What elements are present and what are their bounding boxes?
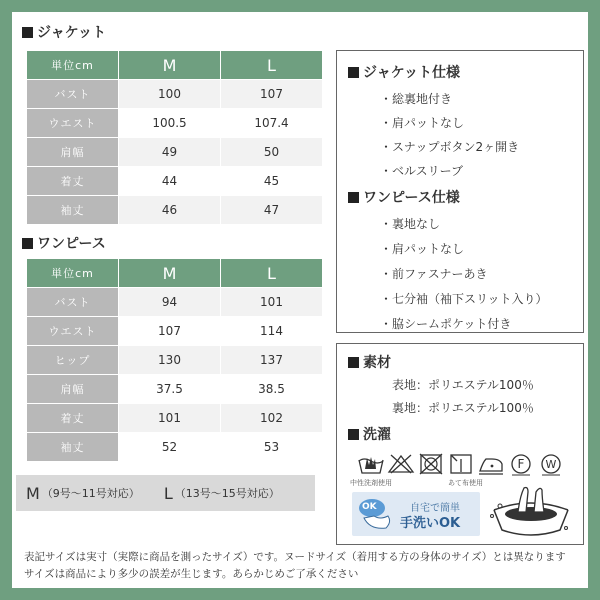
l-value: 114 [221,317,323,346]
wet-clean-w-icon [536,452,566,476]
handwash-badge-line1: 自宅で簡単 [410,503,460,514]
dress-spec-title: ワンピース仕様 [348,187,460,207]
table-row [27,433,323,462]
square-bullet-icon [348,357,359,368]
table-row [27,288,323,317]
dress-spec-item: ・肩パットなし [380,242,465,256]
no-bleach-icon [386,452,416,476]
row-label: バスト [27,288,119,317]
care-caption-cloth: あて布使用 [448,479,483,487]
m-value: 101 [119,404,221,433]
jacket-size-table [26,50,323,225]
table-row [27,196,323,225]
iron-low-cloth-icon [476,452,506,476]
handwash-badge-line2: 手洗いOK [400,516,461,531]
washing-basin-icon [486,484,576,540]
handwash-hand-icon [356,494,398,534]
note-line-1: 表記サイズは実寸（実際に商品を測ったサイズ）です。ヌードサイズ（着用する方の身体のサイズ）とは異なります [24,551,566,563]
row-label: 着丈 [27,404,119,433]
svg-text:W: W [545,458,557,471]
row-label: ウエスト [27,317,119,346]
table-row [27,109,323,138]
care-caption-detergent: 中性洗剤使用 [350,479,392,487]
table-row [27,346,323,375]
jacket-spec-title: ジャケット仕様 [348,62,460,82]
size-m-header: M [119,51,221,80]
row-label: ウエスト [27,109,119,138]
row-label: 袖丈 [27,196,119,225]
dry-clean-f-icon [506,452,536,476]
row-label: 肩幅 [27,375,119,404]
row-label: バスト [27,80,119,109]
m-value: 130 [119,346,221,375]
l-value: 47 [221,196,323,225]
care-icons-row [356,452,566,476]
jacket-spec-item: ・総裏地付き [380,92,453,106]
handwash-ok-badge [352,492,480,536]
m-value: 37.5 [119,375,221,404]
row-label: 肩幅 [27,138,119,167]
table-row [27,80,323,109]
l-value: 38.5 [221,375,323,404]
hand-wash-icon [356,452,386,476]
badge-ok-text: OK [362,502,377,512]
square-bullet-icon [348,429,359,440]
m-value: 100 [119,80,221,109]
l-value: 50 [221,138,323,167]
material-lining: 裏地：ポリエステル100％ [392,401,534,415]
m-value: 52 [119,433,221,462]
l-value: 137 [221,346,323,375]
dress-spec-item: ・裏地なし [380,217,441,231]
m-value: 49 [119,138,221,167]
jacket-section-title: ジャケット [22,22,106,42]
square-bullet-icon [22,27,33,38]
l-value: 102 [221,404,323,433]
row-label: 袖丈 [27,433,119,462]
l-value: 53 [221,433,323,462]
table-row [27,167,323,196]
square-bullet-icon [22,238,33,249]
dress-section-title: ワンピース [22,233,106,253]
wash-title: 洗濯 [348,424,391,444]
line-dry-shade-icon [446,452,476,476]
l-value: 107 [221,80,323,109]
row-label: 着丈 [27,167,119,196]
m-value: 100.5 [119,109,221,138]
jacket-spec-item: ・スナップボタン2ヶ開き [380,140,520,154]
fit-range-box: M （9号～11号対応） L （13号～15号対応） [16,475,315,511]
jacket-spec-item: ・ベルスリーブ [380,164,464,178]
material-outer: 表地：ポリエステル100％ [392,378,534,392]
m-value: 44 [119,167,221,196]
row-label: ヒップ [27,346,119,375]
jacket-spec-item: ・肩パットなし [380,116,465,130]
no-tumble-dry-icon [416,452,446,476]
square-bullet-icon [348,192,359,203]
table-header-row [27,259,323,288]
dress-spec-item: ・前ファスナーあき [380,267,488,281]
dress-spec-item: ・脇シームポケット付き [380,317,512,331]
table-row [27,404,323,433]
square-bullet-icon [348,67,359,78]
table-header-row [27,51,323,80]
unit-label: 単位cm [27,51,119,80]
m-value: 46 [119,196,221,225]
size-l-header: L [221,259,323,288]
l-value: 101 [221,288,323,317]
material-title: 素材 [348,352,391,372]
size-l-header: L [221,51,323,80]
table-row [27,317,323,346]
size-m-header: M [119,259,221,288]
table-row [27,138,323,167]
dress-size-table [26,258,323,462]
dress-spec-item: ・七分袖（袖下スリット入り） [380,292,548,306]
table-row [27,375,323,404]
unit-label: 単位cm [27,259,119,288]
m-value: 94 [119,288,221,317]
l-value: 45 [221,167,323,196]
m-value: 107 [119,317,221,346]
l-value: 107.4 [221,109,323,138]
svg-text:F: F [517,457,525,471]
note-line-2: サイズは商品により多少の誤差が生じます。あらかじめご了承ください [24,568,359,580]
